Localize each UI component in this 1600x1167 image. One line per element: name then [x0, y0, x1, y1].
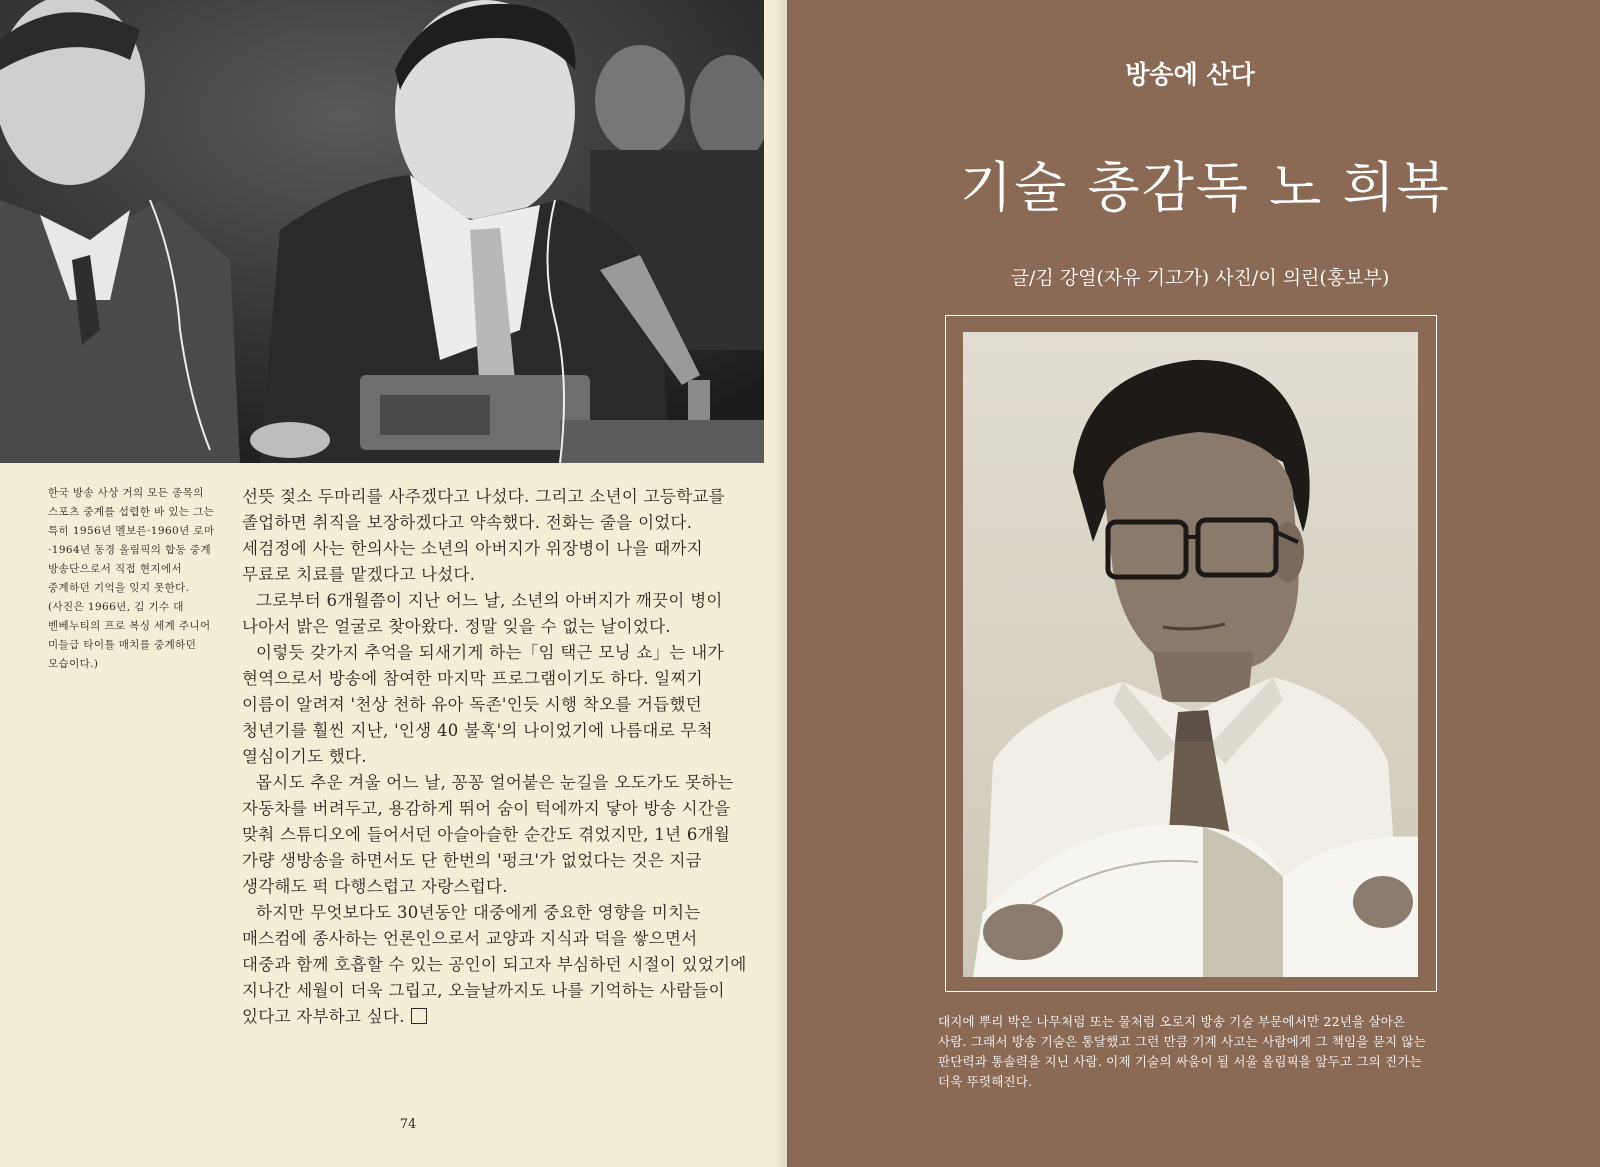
right-photo-caption: 대지에 뿌리 박은 나무처럼 또는 물처럼 오로지 방송 기술 부문에서만 22년을 살아온 사람. 그래서 방송 기술은 통달했고 그런 만큼 기계 사고는 사람에게 그 책임을 묻지 않는 판단력과 통솔력을 지닌 사람. 이제 기술의 싸움이 될 서울 올림픽을 앞두고 그의 진가는 더욱 뚜렷해진다. — [938, 1014, 1427, 1089]
page-gutter — [775, 0, 793, 1167]
article-body — [242, 484, 747, 1030]
body-paragraph-last — [242, 900, 747, 1030]
left-page — [0, 0, 787, 1167]
end-mark-icon — [411, 1008, 427, 1024]
body-paragraph: 선뜻 젖소 두마리를 사주겠다고 나섰다. 그리고 소년이 고등학교를 졸업하면 취직을 보장하겠다고 약속했다. 전화는 줄을 이었다. 세검정에 사는 한의사는 소년의 아버지가 위장병이 나을 때까지 무료로 치료를 맡겠다고 나섰다. — [242, 487, 725, 584]
left-photo-caption: 한국 방송 사상 거의 모든 종목의 스포츠 중계를 섭렵한 바 있는 그는 특히 1956년 멜보른·1960년 로마·1964년 동경 올림픽의 합동 중계 방송단으로서 직접 현지에서 중계하던 기억을 잊지 못한다. (사진은 1966년, 김 기수 대 벤베누티의 프로 복싱 세계 주니어 미들급 타이틀 매치를 중계하던 모습이다.) — [48, 487, 215, 670]
body-paragraph: 이렇듯 갖가지 추억을 되새기게 하는「임 택근 모닝 쇼」는 내가 현역으로서 방송에 참여한 마지막 프로그램이기도 하다. 일찌기 이름이 알려져 '천상 천하 유아 독존'인듯 시행 착오를 거듭했던 청년기를 훨씬 지난, '인생 40 불혹'의 나이었기에 나름대로 무척 열심이기도 했다. — [242, 643, 724, 766]
page-number: 74 — [399, 1117, 417, 1132]
byline: 글/김 강열(자유 기고가) 사진/이 의린(홍보부) — [1010, 267, 1390, 289]
series-title: 방송에 산다 — [1125, 60, 1255, 89]
body-paragraph-text: 하지만 무엇보다도 30년동안 대중에게 중요한 영향을 미치는 매스컴에 종사하는 언론인으로서 교양과 지식과 덕을 쌓으면서 대중과 함께 호흡할 수 있는 공인이 되고자 부심하던 시절이 있었기에 지나간 세월이 더욱 그립고, 오늘날까지도 나를 기억하는 사람들이 있다고 자부하고 싶다. — [242, 903, 747, 1026]
body-paragraph: 몹시도 추운 겨울 어느 날, 꽁꽁 얼어붙은 눈길을 오도가도 못하는 자동차를 버려두고, 용감하게 뛰어 숨이 턱에까지 닿아 방송 시간을 맞춰 스튜디오에 들어서던 아슬아슬한 순간도 겪었지만, 1년 6개월 가량 생방송을 하면서도 단 한번의 '펑크'가 없었다는 것은 지금 생각해도 퍽 다행스럽고 자랑스럽다. — [242, 773, 734, 896]
article-title: 기술 총감독 노 희복 — [960, 156, 1451, 219]
portrait-photo — [963, 332, 1418, 977]
broadcast-photo — [0, 0, 764, 463]
body-paragraph: 그로부터 6개월쯤이 지난 어느 날, 소년의 아버지가 깨끗이 병이 나아서 밝은 얼굴로 찾아왔다. 정말 잊을 수 없는 날이었다. — [242, 591, 723, 636]
